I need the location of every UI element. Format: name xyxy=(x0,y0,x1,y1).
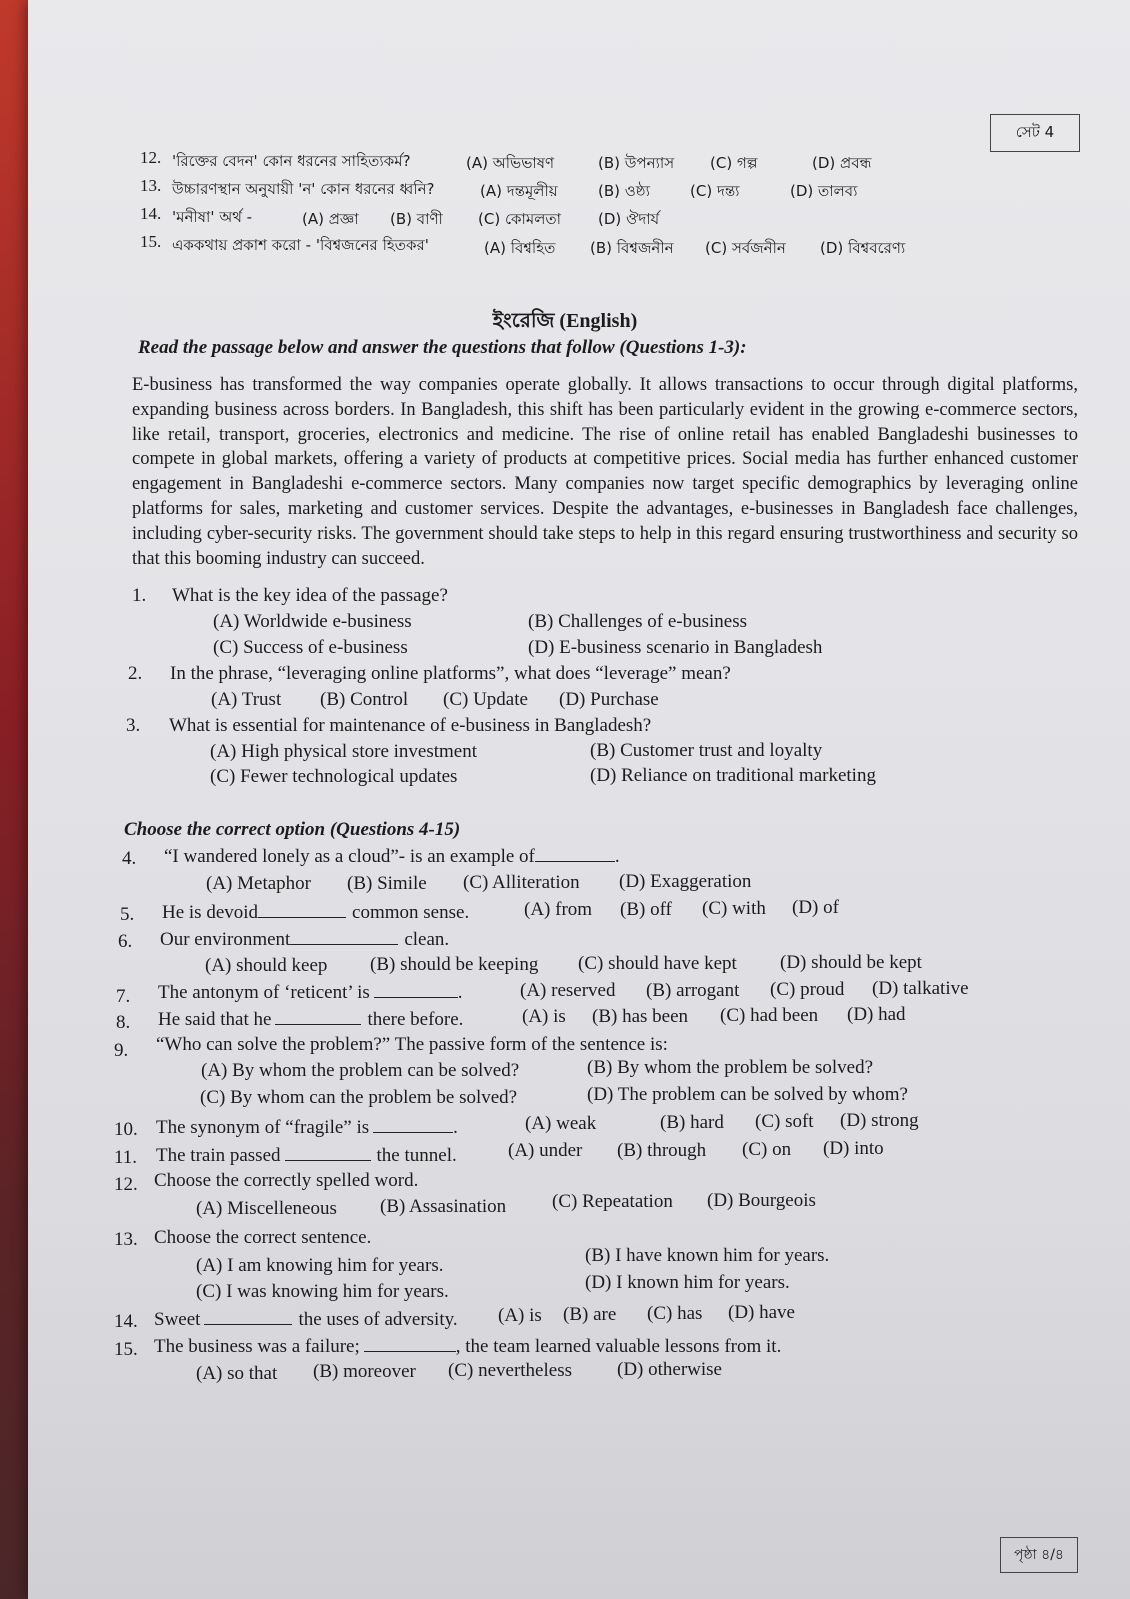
question-number: 14. xyxy=(114,1311,138,1332)
option-a: (A) Trust xyxy=(211,689,282,710)
question-line xyxy=(154,1309,458,1331)
question-line xyxy=(160,929,449,951)
question-line xyxy=(162,902,469,924)
question-number: 11. xyxy=(114,1147,138,1168)
option-d: (D) should be kept xyxy=(780,952,922,973)
line-end: . xyxy=(453,1117,458,1138)
question-text: He said that he xyxy=(158,1009,272,1030)
question-number: 1. xyxy=(132,585,147,606)
answer-blank xyxy=(290,930,398,945)
option-c: (C) proud xyxy=(770,979,845,1000)
option-a: (A) reserved xyxy=(520,980,616,1001)
option-b: (B) By whom the problem be solved? xyxy=(587,1057,874,1078)
option-a: (A) weak xyxy=(525,1113,597,1134)
option-a: (A) Metaphor xyxy=(206,873,311,894)
option-d: (D) had xyxy=(847,1004,906,1025)
answer-blank xyxy=(204,1310,292,1325)
question-number: 15. xyxy=(114,1339,138,1360)
option-a: (A) under xyxy=(508,1140,583,1161)
question-text: 'মনীষা' অর্থ - xyxy=(172,208,253,226)
option-b: (B) has been xyxy=(592,1006,689,1027)
option-c: (C) Update xyxy=(443,689,528,710)
option-b: (B) বিশ্বজনীন xyxy=(590,239,674,257)
question-number: 2. xyxy=(128,663,143,684)
answer-blank xyxy=(258,903,346,918)
answer-blank xyxy=(285,1146,371,1161)
question-text-end: , the team learned valuable lessons from it. xyxy=(455,1336,782,1357)
option-b: (B) should be keeping xyxy=(370,954,539,975)
page-number-box xyxy=(1000,1537,1078,1573)
option-a: (A) By whom the problem can be solved? xyxy=(201,1060,520,1081)
option-a: (A) should keep xyxy=(205,955,328,976)
question-number: 12. xyxy=(114,1174,138,1195)
question-text: What is essential for maintenance of e-business in Bangladesh? xyxy=(169,715,652,736)
question-text: The synonym of “fragile” is xyxy=(156,1117,370,1138)
option-c: (C) Alliteration xyxy=(463,872,580,893)
question-line xyxy=(156,1117,458,1139)
question-number: 15. xyxy=(140,232,162,251)
option-c: (C) had been xyxy=(720,1005,819,1026)
option-d: (D) Exaggeration xyxy=(619,871,752,892)
question-number: 8. xyxy=(116,1012,131,1033)
option-b: (B) উপন্যাস xyxy=(598,154,675,172)
question-number: 13. xyxy=(140,176,162,195)
question-number: 12. xyxy=(140,148,162,167)
option-b: (B) I have known him for years. xyxy=(585,1245,830,1266)
option-b: (B) moreover xyxy=(313,1361,416,1382)
option-c: (C) গল্প xyxy=(710,154,758,172)
option-c: (C) has xyxy=(647,1303,703,1324)
option-b: (B) arrogant xyxy=(646,980,740,1001)
option-b: (B) hard xyxy=(660,1112,724,1133)
option-d: (D) into xyxy=(823,1138,884,1159)
question-text: He is devoid xyxy=(162,902,259,923)
option-a: (A) বিশ্বহিত xyxy=(484,239,556,257)
option-a: (A) I am knowing him for years. xyxy=(196,1255,444,1276)
option-b: (B) Assasination xyxy=(380,1196,507,1217)
question-text: Sweet xyxy=(154,1309,201,1330)
reading-passage: E-business has transformed the way companies operate globally. It allows transactions to occur through digital platforms, expanding business across borders. In Bangladesh, this shift has been particularly evident in the growing e-commerce sectors, like retail, transport, groceries, electronics and medicine. The rise of online retail has enabled Bangladeshi businesses to compete in global markets, offering a variety of products at competitive prices. Social media has further enhanced customer engagement in Bangladeshi e-commerce sectors. Many companies now target specific demographics by leveraging online platforms for sales, marketing and customer services. Despite the advantages, e-businesses in Bangladesh face challenges, including cyber-security risks. The government should take steps to help in this regard ensuring trustworthiness and security so that this booming industry can succeed. xyxy=(132,375,1078,569)
question-number: 9. xyxy=(114,1040,129,1061)
question-line xyxy=(156,1145,457,1167)
answer-blank xyxy=(374,983,458,998)
option-b: (B) Control xyxy=(320,689,409,710)
option-c: (C) on xyxy=(742,1139,792,1160)
question-number: 10. xyxy=(114,1119,138,1140)
page-label: পৃষ্ঠা ৪/৪ xyxy=(1013,1547,1065,1563)
option-c: (C) should have kept xyxy=(578,953,737,974)
option-a: (A) Worldwide e-business xyxy=(213,611,412,632)
option-d: (D) প্রবন্ধ xyxy=(812,154,872,172)
question-text-end: the tunnel. xyxy=(376,1145,457,1166)
option-b: (B) through xyxy=(617,1140,707,1161)
option-b: (B) are xyxy=(563,1304,617,1325)
option-d: (D) otherwise xyxy=(617,1359,722,1380)
set-label: সেট 4 xyxy=(1015,122,1055,141)
question-number: 7. xyxy=(116,986,131,1007)
option-d: (D) Bourgeois xyxy=(707,1190,816,1211)
option-d: (D) talkative xyxy=(872,978,969,999)
question-text-end: common sense. xyxy=(352,902,470,923)
option-a: (A) Miscelleneous xyxy=(196,1198,337,1219)
option-b: (B) বাণী xyxy=(390,210,443,228)
option-a: (A) High physical store investment xyxy=(210,741,478,762)
question-number: 4. xyxy=(122,848,137,869)
set-number-box xyxy=(990,114,1080,152)
option-b: (B) Challenges of e-business xyxy=(528,611,747,632)
option-c: (C) I was knowing him for years. xyxy=(196,1281,449,1302)
option-d: (D) ঔদার্য xyxy=(598,210,660,228)
option-c: (C) সর্বজনীন xyxy=(705,239,786,257)
choose-instruction: Choose the correct option (Questions 4-15) xyxy=(124,819,461,840)
question-text: The antonym of ‘reticent’ is xyxy=(158,982,370,1003)
option-d: (D) তালব্য xyxy=(790,182,858,200)
option-d: (D) Purchase xyxy=(559,689,659,710)
option-d: (D) E-business scenario in Bangladesh xyxy=(528,637,823,658)
question-number: 14. xyxy=(140,204,162,223)
question-line xyxy=(164,846,620,868)
option-b: (B) off xyxy=(620,899,672,920)
option-b: (B) Customer trust and loyalty xyxy=(590,740,823,761)
option-b: (B) Simile xyxy=(347,873,427,894)
question-text: এককথায় প্রকাশ করো - 'বিশ্বজনের হিতকর' xyxy=(172,236,429,254)
option-c: (C) soft xyxy=(755,1111,814,1132)
question-text: In the phrase, “leveraging online platforms”, what does “leverage” mean? xyxy=(170,663,731,684)
option-c: (C) By whom can the problem be solved? xyxy=(200,1087,518,1108)
question-number: 6. xyxy=(118,931,133,952)
option-d: (D) have xyxy=(728,1302,795,1323)
section-title: ইংরেজি (English) xyxy=(492,310,638,332)
option-c: (C) nevertheless xyxy=(448,1360,572,1381)
line-end: . xyxy=(614,846,620,867)
answer-blank xyxy=(275,1010,361,1025)
option-c: (C) Repeatation xyxy=(552,1191,673,1212)
option-d: (D) of xyxy=(792,897,839,918)
question-number: 3. xyxy=(126,715,141,736)
option-c: (C) দন্ত্য xyxy=(690,182,740,200)
question-text: “I wandered lonely as a cloud”- is an example of xyxy=(164,846,535,867)
option-b: (B) ওষ্ঠ্য xyxy=(598,182,650,200)
option-c: (C) কোমলতা xyxy=(478,210,561,228)
question-text: The train passed xyxy=(156,1145,281,1166)
option-d: (D) strong xyxy=(840,1110,919,1131)
question-line xyxy=(158,1009,463,1031)
question-text: 'রিক্তের বেদন' কোন ধরনের সাহিত্যকর্ম? xyxy=(172,152,411,170)
option-a: (A) দন্তমূলীয় xyxy=(480,182,558,200)
option-d: (D) The problem can be solved by whom? xyxy=(587,1084,908,1105)
answer-blank xyxy=(364,1337,456,1352)
option-a: (A) is xyxy=(522,1006,566,1027)
question-text: Choose the correctly spelled word. xyxy=(154,1170,419,1191)
option-c: (C) with xyxy=(702,898,766,919)
option-a: (A) অভিভাষণ xyxy=(466,154,555,172)
question-text: “Who can solve the problem?” The passive form of the sentence is: xyxy=(156,1034,668,1055)
question-text: The business was a failure; xyxy=(154,1336,360,1357)
question-number: 13. xyxy=(114,1229,138,1250)
question-text: Our environment xyxy=(160,929,291,950)
question-line xyxy=(158,982,463,1004)
option-c: (C) Fewer technological updates xyxy=(210,766,458,787)
question-text-end: the uses of adversity. xyxy=(298,1309,458,1330)
question-number: 5. xyxy=(120,904,135,925)
question-line xyxy=(154,1336,781,1358)
option-a: (A) is xyxy=(498,1305,542,1326)
question-text: What is the key idea of the passage? xyxy=(172,585,448,606)
option-d: (D) বিশ্ববরেণ্য xyxy=(820,239,906,257)
question-text: উচ্চারণস্থান অনুযায়ী 'ন' কোন ধরনের ধ্বনি? xyxy=(172,180,435,198)
option-d: (D) Reliance on traditional marketing xyxy=(590,765,876,786)
option-d: (D) I known him for years. xyxy=(585,1272,790,1293)
line-end: . xyxy=(457,982,463,1003)
question-text: Choose the correct sentence. xyxy=(154,1227,372,1248)
question-text-end: there before. xyxy=(367,1009,464,1030)
answer-blank xyxy=(535,847,615,862)
answer-blank xyxy=(373,1118,453,1133)
passage-instruction: Read the passage below and answer the questions that follow (Questions 1-3): xyxy=(138,337,747,358)
option-c: (C) Success of e-business xyxy=(213,637,408,658)
option-a: (A) so that xyxy=(196,1363,278,1384)
question-text-end: clean. xyxy=(404,929,450,950)
option-a: (A) from xyxy=(524,899,593,920)
option-a: (A) প্রজ্ঞা xyxy=(302,210,359,228)
